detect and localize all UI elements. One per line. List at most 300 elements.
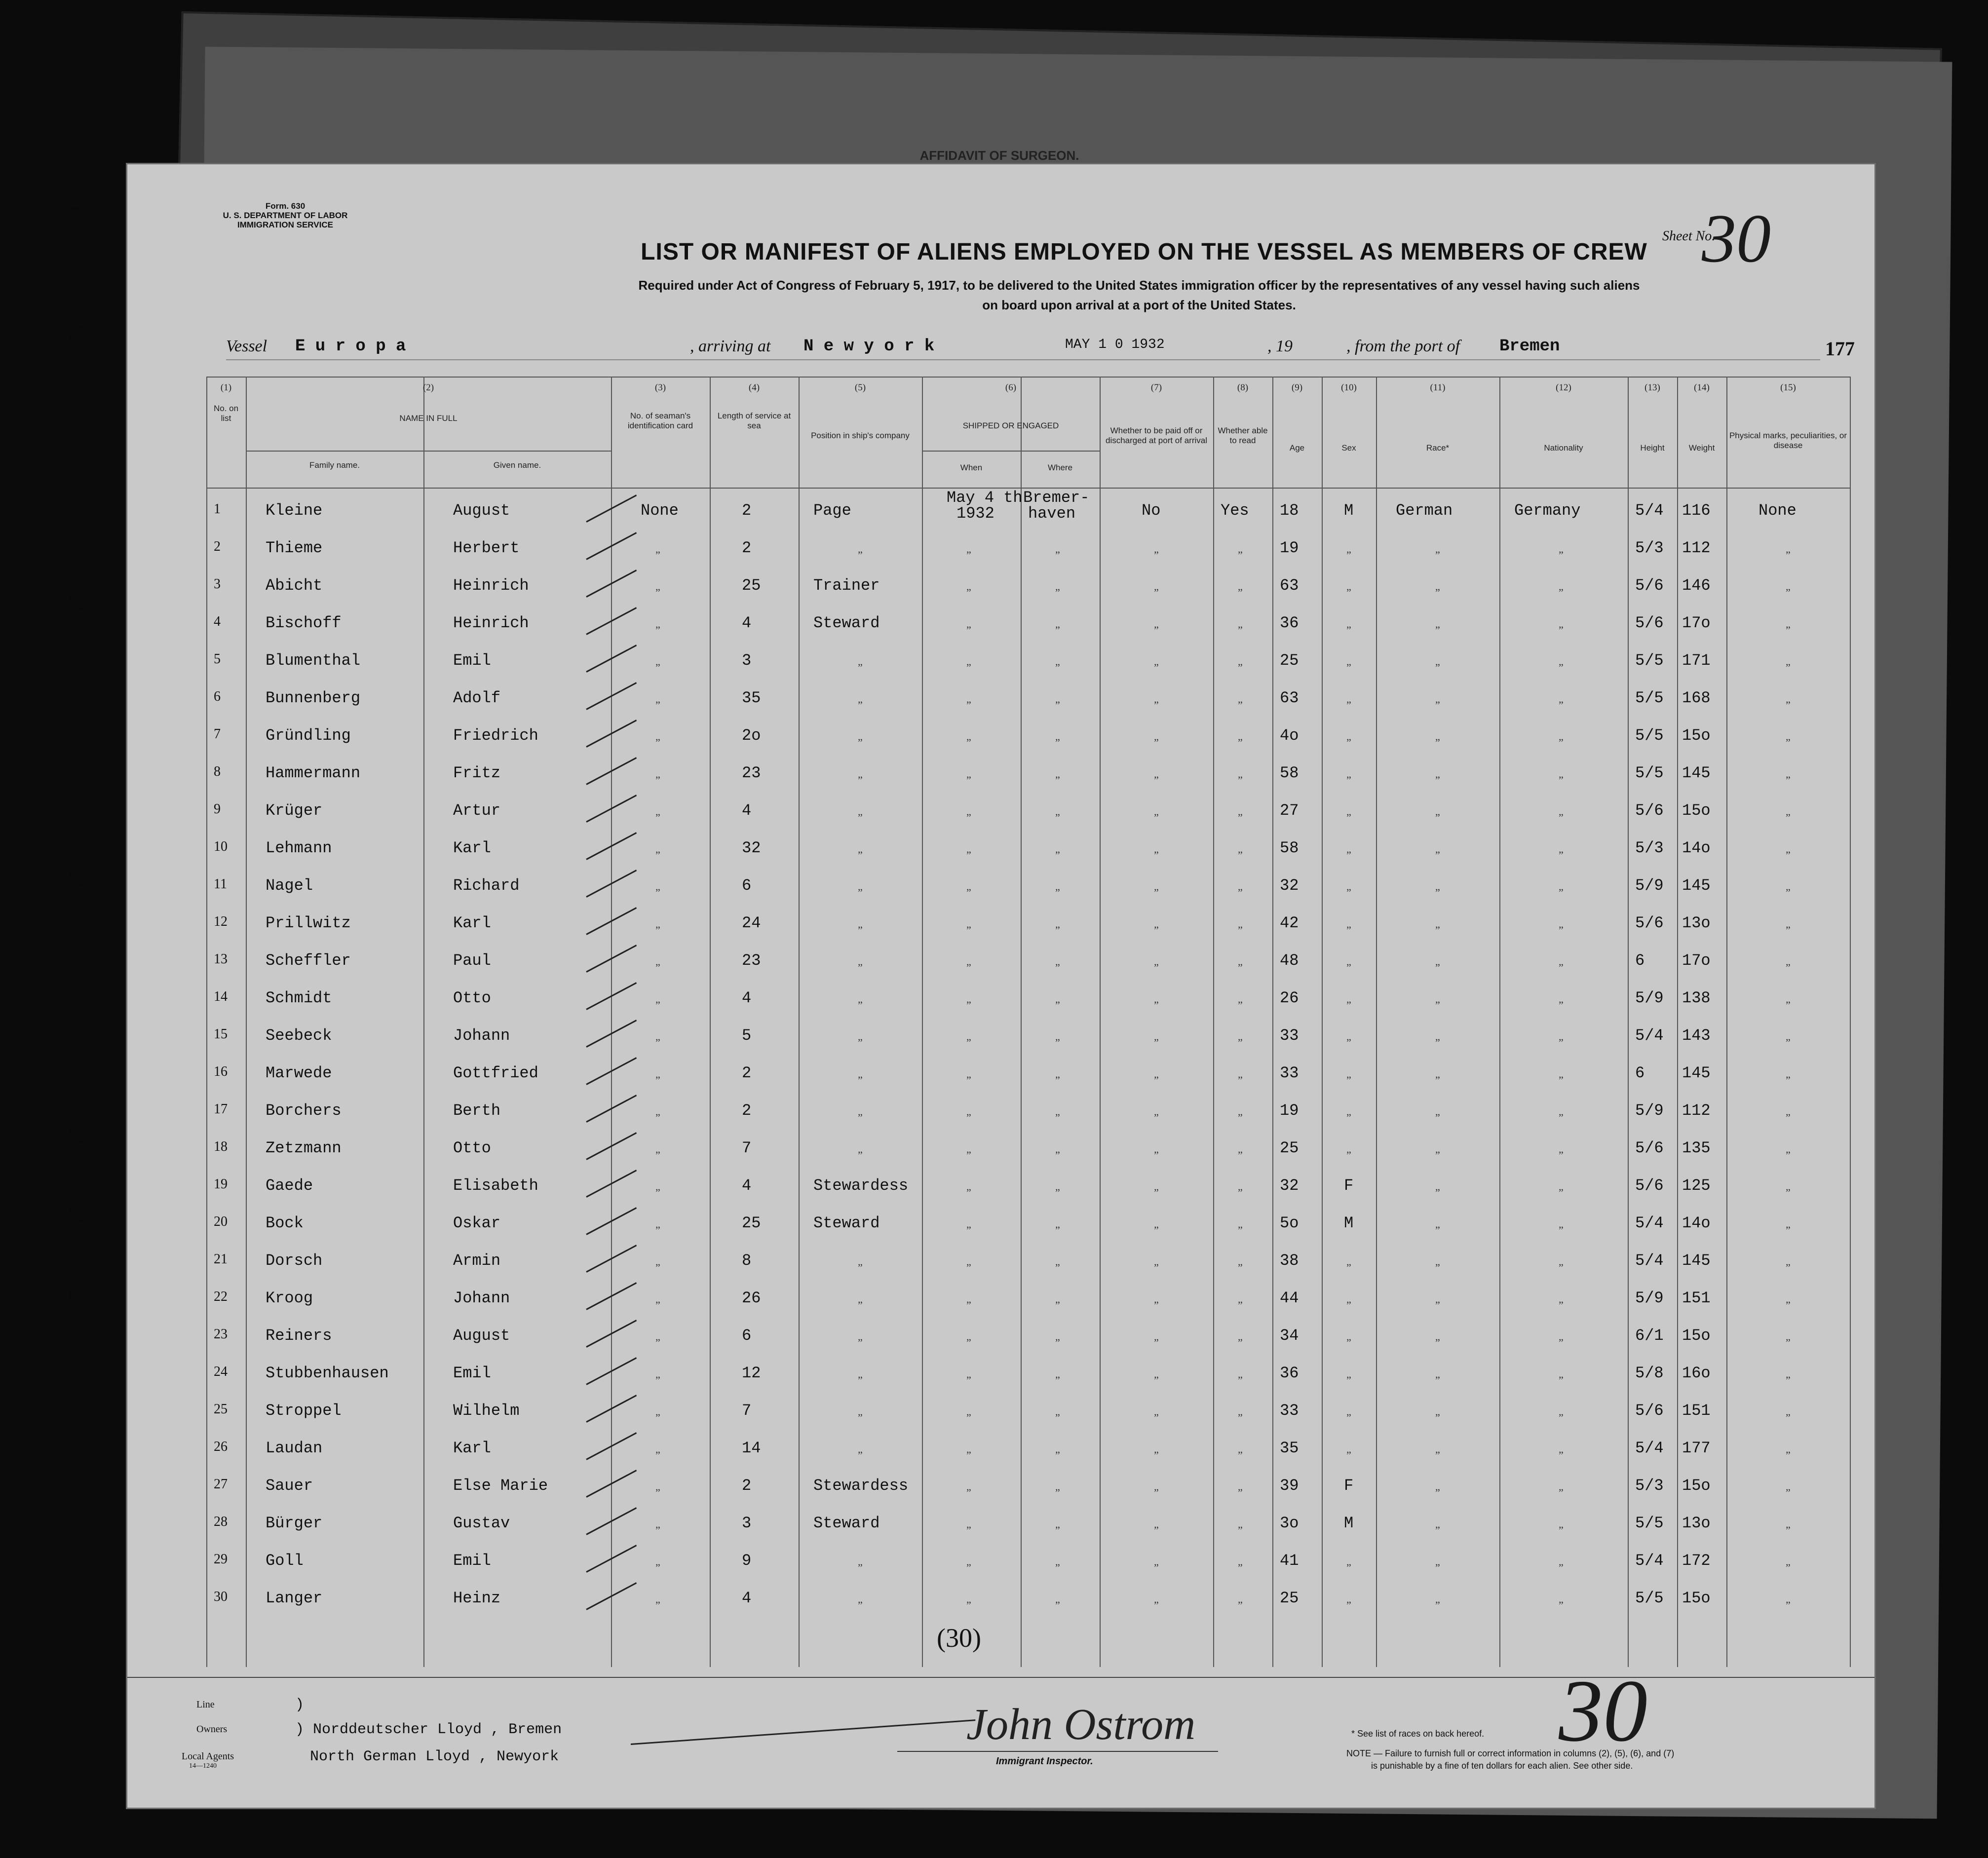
nationality-ditto: „ [1559,1030,1564,1043]
column-number: (15) [1780,382,1796,393]
when-ditto: „ [966,1480,971,1493]
length-of-service: 2o [742,726,761,745]
given-name: Otto [453,989,491,1007]
race-ditto: „ [1435,1143,1440,1155]
column-number: (8) [1237,382,1249,393]
id-card-ditto: „ [655,1368,660,1380]
paid-off-ditto: „ [1154,580,1159,593]
family-name: Langer [266,1589,323,1607]
nationality-ditto: „ [1559,1068,1564,1080]
weight: 177 [1682,1439,1711,1457]
race-ditto: „ [1435,1105,1440,1118]
id-card-ditto: „ [655,1443,660,1455]
age: 27 [1280,801,1299,820]
age: 19 [1280,1101,1299,1120]
height: 5/5 [1635,1514,1664,1532]
where-ditto: „ [1055,730,1060,743]
row-number: 9 [214,801,221,817]
able-read-ditto: „ [1238,805,1243,818]
given-name: August [453,501,510,520]
race-ditto: „ [1435,805,1440,818]
paid-off-value: No [1142,501,1161,520]
row-number: 28 [214,1514,228,1529]
able-read-ditto: „ [1238,730,1243,743]
physical-ditto: „ [1786,1593,1791,1605]
physical-ditto: „ [1786,1218,1791,1230]
position-ditto: „ [858,843,863,855]
paid-off-ditto: „ [1154,955,1159,968]
vessel-label: Vessel [226,337,268,355]
given-name: Emil [453,1552,491,1570]
able-read-ditto: „ [1238,955,1243,968]
weight: 151 [1682,1402,1711,1420]
age: 4o [1280,726,1299,745]
position-ditto: „ [858,693,863,705]
when-ditto: „ [966,693,971,705]
position-ditto: „ [858,1405,863,1418]
subtitle-line-1: Required under Act of Congress of February 5, 1917, to be delivered to the United States immigration officer by the representatives of any vessel having such aliens [638,278,1640,293]
age: 3o [1280,1514,1299,1532]
row-number: 11 [214,876,227,892]
id-card-ditto: „ [655,1105,660,1118]
binding-hole [69,326,92,348]
able-read-ditto: „ [1238,1593,1243,1605]
paid-off-ditto: „ [1154,730,1159,743]
age: 25 [1280,1589,1299,1607]
line-value: ) [295,1697,305,1713]
where-ditto: „ [1055,1368,1060,1380]
length-of-service: 2 [742,1064,752,1082]
position-ditto: „ [858,1443,863,1455]
given-name: Otto [453,1139,491,1157]
nationality-ditto: „ [1559,993,1564,1005]
agents-label: Local Agents [182,1751,234,1762]
race-ditto: „ [1435,843,1440,855]
height: 5/6 [1635,1176,1664,1195]
weight: 145 [1682,764,1711,782]
able-read-ditto: „ [1238,880,1243,893]
nationality-ditto: „ [1559,1593,1564,1605]
length-of-service: 35 [742,689,761,707]
physical-ditto: „ [1786,1143,1791,1155]
physical-ditto: „ [1786,993,1791,1005]
length-of-service: 25 [742,576,761,595]
paid-off-ditto: „ [1154,1030,1159,1043]
agents-value: North German Lloyd , Newyork [310,1748,559,1765]
family-name: Kleine [266,501,323,520]
column-rule [1100,377,1101,1667]
given-name: Heinz [453,1589,501,1607]
column-rule [246,377,247,1667]
given-name: Gottfried [453,1064,538,1082]
row-number: 24 [214,1364,228,1379]
paid-off-ditto: „ [1154,768,1159,780]
height: 5/5 [1635,651,1664,670]
total-note: (30) [937,1623,981,1653]
physical-ditto: „ [1786,1480,1791,1493]
row-number: 22 [214,1289,228,1304]
family-name: Bunnenberg [266,689,361,707]
able-read-ditto: „ [1238,768,1243,780]
id-card-value: None [641,501,679,520]
height: 5/6 [1635,801,1664,820]
physical-ditto: „ [1786,693,1791,705]
given-name: Herbert [453,539,520,557]
where-ditto: „ [1055,1068,1060,1080]
when-ditto: „ [966,1405,971,1418]
binding-hole [69,864,92,886]
age: 19 [1280,539,1299,557]
length-of-service: 23 [742,764,761,782]
physical-ditto: „ [1786,730,1791,743]
nationality-ditto: „ [1559,730,1564,743]
column-number: (10) [1341,382,1357,393]
column-number: (9) [1291,382,1303,393]
where-ditto: „ [1055,1180,1060,1193]
able-read-ditto: „ [1238,1255,1243,1268]
age: 34 [1280,1327,1299,1345]
sex-ditto: „ [1346,955,1351,968]
able-read-ditto: „ [1238,1443,1243,1455]
given-name: Karl [453,1439,491,1457]
when-ditto: „ [966,993,971,1005]
able-read-ditto: „ [1238,1293,1243,1305]
where-ditto: „ [1055,1593,1060,1605]
given-name: Richard [453,876,520,895]
paid-off-ditto: „ [1154,1293,1159,1305]
height: 5/9 [1635,1101,1664,1120]
column-rule [1850,377,1851,1667]
nationality-ditto: „ [1559,918,1564,930]
id-card-ditto: „ [655,655,660,668]
nationality-ditto: „ [1559,1368,1564,1380]
position: Trainer [813,576,880,595]
binding-hole [64,207,87,230]
when-ditto: „ [966,655,971,668]
weight: 13o [1682,914,1711,932]
note-line-2: is punishable by a fine of ten dollars for each alien. See other side. [1371,1761,1633,1771]
able-read-ditto: „ [1238,1105,1243,1118]
nationality-value: Germany [1514,501,1581,520]
family-name: Bürger [266,1514,323,1532]
where-ditto: „ [1055,1143,1060,1155]
length-of-service: 4 [742,1589,752,1607]
sex-ditto: „ [1346,768,1351,780]
given-name: Armin [453,1251,501,1270]
family-name: Abicht [266,576,323,595]
position-ditto: „ [858,1330,863,1343]
given-name: August [453,1327,510,1345]
race-ditto: „ [1435,1368,1440,1380]
physical-ditto: „ [1786,1030,1791,1043]
race-ditto: „ [1435,693,1440,705]
where-ditto: „ [1055,1330,1060,1343]
where-ditto: „ [1055,618,1060,630]
race-ditto: „ [1435,618,1440,630]
age: 35 [1280,1439,1299,1457]
position-ditto: „ [858,1105,863,1118]
height: 5/6 [1635,614,1664,632]
length-of-service: 7 [742,1139,752,1157]
race-ditto: „ [1435,993,1440,1005]
id-card-ditto: „ [655,1180,660,1193]
weight: 15o [1682,1477,1711,1495]
position: Steward [813,1514,880,1532]
race-ditto: „ [1435,730,1440,743]
name-subheader-rule [246,451,611,452]
physical-ditto: „ [1786,880,1791,893]
family-name: Borchers [266,1101,342,1120]
sex-ditto: „ [1346,1405,1351,1418]
header-nationality: Nationality [1544,443,1583,453]
department-label: U. S. DEPARTMENT OF LABOR [223,211,348,220]
given-name: Johann [453,1289,510,1307]
row-number: 13 [214,951,228,967]
signature-line [897,1751,1218,1752]
family-name: Seebeck [266,1026,332,1045]
binding-hole [69,1283,92,1306]
able-read-ditto: „ [1238,1218,1243,1230]
form-number: Form. 630 [265,201,306,211]
age: 36 [1280,614,1299,632]
age: 32 [1280,1176,1299,1195]
when-ditto: „ [966,1368,971,1380]
id-card-ditto: „ [655,1143,660,1155]
id-card-ditto: „ [655,843,660,855]
vessel-name: E u r o p a [295,337,406,356]
signature-flourish [631,1719,976,1745]
column-number: (4) [748,382,760,393]
sheet-label: Sheet No. [1662,228,1716,244]
where-ditto: „ [1055,1443,1060,1455]
when-ditto: „ [966,1330,971,1343]
row-number: 19 [214,1176,228,1192]
weight: 112 [1682,1101,1711,1120]
height: 5/4 [1635,1251,1664,1270]
row-number: 20 [214,1214,228,1229]
age: 63 [1280,576,1299,595]
arriving-label: , arriving at [690,337,771,355]
age: 18 [1280,501,1299,520]
paid-off-ditto: „ [1154,918,1159,930]
physical-ditto: „ [1786,805,1791,818]
arrival-port: N e w y o r k [803,337,935,356]
race-ditto: „ [1435,1293,1440,1305]
id-card-ditto: „ [655,1255,660,1268]
physical-ditto: „ [1786,1180,1791,1193]
family-name: Reiners [266,1327,332,1345]
able-read-ditto: „ [1238,1068,1243,1080]
family-name: Krüger [266,801,323,820]
column-rule [1322,377,1323,1667]
sex-ditto: „ [1346,880,1351,893]
from-port: Bremen [1499,337,1560,356]
family-name: Scheffler [266,951,351,970]
column-rule [1376,377,1377,1667]
length-of-service: 5 [742,1026,752,1045]
able-read-ditto: „ [1238,843,1243,855]
binding-hole [69,1120,92,1143]
weight: 135 [1682,1139,1711,1157]
when-ditto: „ [966,1593,971,1605]
header-name-in-full: NAME IN FULL [399,414,458,423]
paid-off-ditto: „ [1154,1143,1159,1155]
race-ditto: „ [1435,1593,1440,1605]
paid-off-ditto: „ [1154,1518,1159,1530]
row-number: 1 [214,501,221,517]
family-name: Lehmann [266,839,332,857]
position: Steward [813,1214,880,1232]
id-card-ditto: „ [655,618,660,630]
id-card-ditto: „ [655,955,660,968]
id-card-ditto: „ [655,768,660,780]
age: 39 [1280,1477,1299,1495]
given-name: Friedrich [453,726,538,745]
top-strip-label: AFFIDAVIT OF SURGEON. [919,148,1079,163]
sex: M [1344,1514,1354,1532]
race-ditto: „ [1435,1030,1440,1043]
row-number: 12 [214,914,228,929]
paid-off-ditto: „ [1154,618,1159,630]
row-number: 26 [214,1439,228,1454]
where-ditto: „ [1055,693,1060,705]
nationality-ditto: „ [1559,768,1564,780]
race-ditto: „ [1435,1555,1440,1568]
position-ditto: „ [858,1593,863,1605]
position-ditto: „ [858,918,863,930]
age: 25 [1280,1139,1299,1157]
column-rule [206,377,207,1667]
length-of-service: 6 [742,876,752,895]
where-ditto: „ [1055,1218,1060,1230]
sex-ditto: „ [1346,1068,1351,1080]
where-ditto: „ [1055,580,1060,593]
height: 5/4 [1635,1214,1664,1232]
height: 5/3 [1635,1477,1664,1495]
physical-ditto: „ [1786,1555,1791,1568]
date-stamp: MAY 1 0 1932 [1065,337,1165,352]
given-name: Elisabeth [453,1176,538,1195]
row-number: 7 [214,726,221,742]
family-name: Blumenthal [266,651,361,670]
row-number: 18 [214,1139,228,1154]
nationality-ditto: „ [1559,1255,1564,1268]
physical-ditto: „ [1786,1293,1791,1305]
column-number: (13) [1644,382,1660,393]
column-number: (2) [422,382,434,393]
sex: M [1344,1214,1354,1232]
race-value: German [1396,501,1453,520]
header-family-name: Family name. [309,460,360,470]
given-name: Wilhelm [453,1402,520,1420]
shipped-where-line-2: haven [1028,504,1076,523]
row-number: 17 [214,1101,228,1117]
where-ditto: „ [1055,543,1060,555]
nationality-ditto: „ [1559,1180,1564,1193]
id-card-ditto: „ [655,1218,660,1230]
given-name: Fritz [453,764,501,782]
column-rule [922,377,923,1667]
race-ditto: „ [1435,1330,1440,1343]
race-ditto: „ [1435,1405,1440,1418]
sex-ditto: „ [1346,618,1351,630]
row-number: 27 [214,1477,228,1492]
weight: 151 [1682,1289,1711,1307]
height: 5/5 [1635,1589,1664,1607]
when-ditto: „ [966,1068,971,1080]
header-length-service: Length of service at sea [717,411,791,430]
race-ditto: „ [1435,1218,1440,1230]
weight: 17o [1682,951,1711,970]
family-name: Sauer [266,1477,313,1495]
header-paid-off: Whether to be paid off or discharged at port of arrival [1106,426,1207,445]
family-name: Marwede [266,1064,332,1082]
able-read-ditto: „ [1238,580,1243,593]
weight: 138 [1682,989,1711,1007]
page-title: LIST OR MANIFEST OF ALIENS EMPLOYED ON THE VESSEL AS MEMBERS OF CREW [641,239,1647,265]
able-read-ditto: „ [1238,1180,1243,1193]
when-ditto: „ [966,1443,971,1455]
nationality-ditto: „ [1559,1480,1564,1493]
when-ditto: „ [966,1518,971,1530]
sex-ditto: „ [1346,655,1351,668]
when-ditto: „ [966,1218,971,1230]
height: 5/6 [1635,576,1664,595]
when-ditto: „ [966,880,971,893]
race-ditto: „ [1435,768,1440,780]
when-ditto: „ [966,1180,971,1193]
where-ditto: „ [1055,1480,1060,1493]
family-name: Hammermann [266,764,361,782]
sex-ditto: „ [1346,1255,1351,1268]
given-name: Artur [453,801,501,820]
position-ditto: „ [858,730,863,743]
physical-ditto: „ [1786,1255,1791,1268]
age: 58 [1280,764,1299,782]
id-card-ditto: „ [655,805,660,818]
physical-ditto: „ [1786,843,1791,855]
paid-off-ditto: „ [1154,1405,1159,1418]
nationality-ditto: „ [1559,1105,1564,1118]
row-number: 3 [214,576,221,592]
paid-off-ditto: „ [1154,655,1159,668]
family-name: Laudan [266,1439,323,1457]
height: 5/6 [1635,1139,1664,1157]
height: 5/5 [1635,689,1664,707]
where-ditto: „ [1055,955,1060,968]
row-number: 15 [214,1026,228,1042]
physical-ditto: „ [1786,1105,1791,1118]
age: 44 [1280,1289,1299,1307]
able-to-read-value: Yes [1221,501,1249,520]
physical-ditto: „ [1786,918,1791,930]
id-card-ditto: „ [655,1330,660,1343]
paid-off-ditto: „ [1154,1593,1159,1605]
able-read-ditto: „ [1238,993,1243,1005]
length-of-service: 24 [742,914,761,932]
position-ditto: „ [858,1555,863,1568]
paid-off-ditto: „ [1154,543,1159,555]
height: 5/4 [1635,501,1664,520]
id-card-ditto: „ [655,993,660,1005]
weight: 15o [1682,1327,1711,1345]
row-number: 23 [214,1327,228,1342]
when-ditto: „ [966,1555,971,1568]
sheet-number: 30 [1702,200,1771,277]
column-rule [1628,377,1629,1667]
column-rule [1677,377,1678,1667]
position-ditto: „ [858,655,863,668]
